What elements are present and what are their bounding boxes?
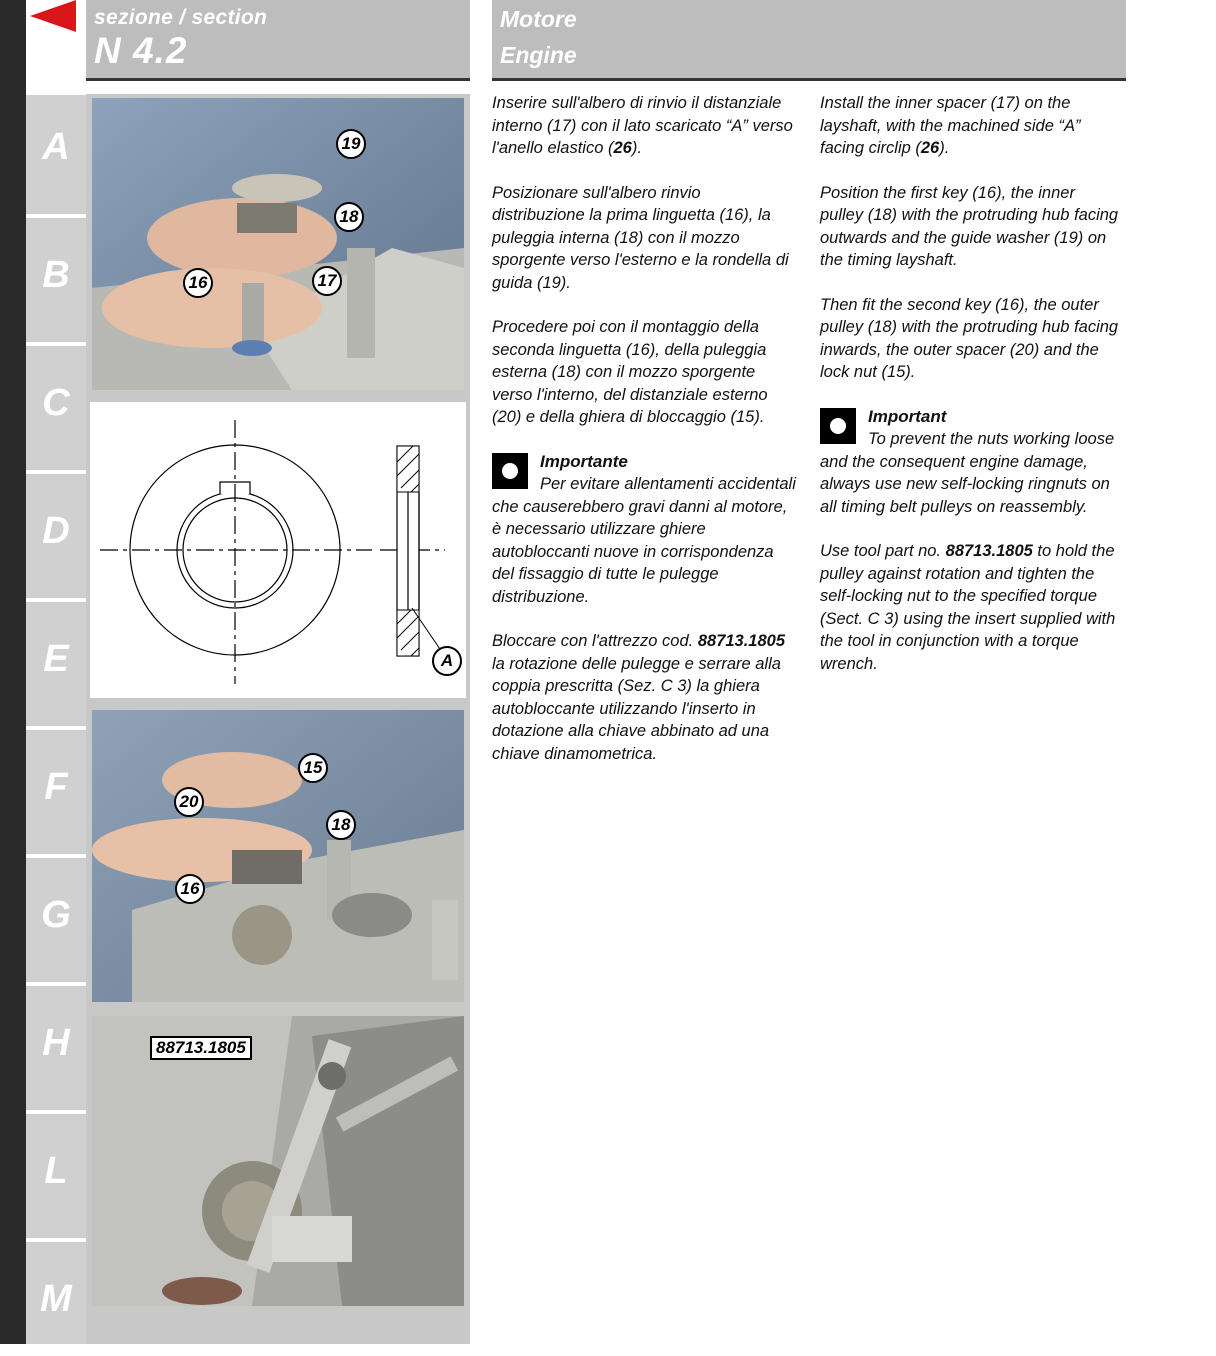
tab-e[interactable]: E <box>26 598 86 716</box>
tab-a[interactable]: A <box>26 86 86 204</box>
english-note-body: To prevent the nuts working loose and the consequent engine damage, always use new self-locking ringnuts on all timing belt pulleys on reassembly. <box>820 430 1115 516</box>
callout-a: A <box>432 646 462 676</box>
chapter-header-rule <box>492 78 1126 81</box>
important-icon <box>820 408 856 444</box>
english-paragraph-4: Use tool part no. 88713.1805 to hold the pulley against rotation and tighten the self-locking nut to the specified torque (Sect. C 3) using the insert supplied with the tool in conjunction with a torque wrench. <box>820 542 1116 673</box>
chapter-header-box <box>492 0 1126 78</box>
footer-bar <box>86 1310 470 1344</box>
chapter-title-italian: Motore <box>500 6 577 32</box>
italian-paragraph-4: Bloccare con l'attrezzo cod. 88713.1805 la rotazione delle pulegge e serrare alla coppia prescritta (Sez. C 3) la ghiera autobloccante utilizzando l'inserto in dotazione alla chiave abbinato ad una chiave dinamometrica. <box>492 632 786 763</box>
photo-outer-pulley-art <box>92 710 464 1002</box>
tab-d[interactable]: D <box>26 470 86 588</box>
photo-pulley-assembly-art <box>92 98 464 390</box>
tab-g[interactable]: G <box>26 854 86 972</box>
italian-paragraph-2: Posizionare sull'albero rinvio distribuzione la prima linguetta (16), la puleggia interna (18) con il mozzo sporgente verso l'esterno e la rondella di guida (19). <box>492 183 789 292</box>
english-paragraph-2: Position the first key (16), the inner pulley (18) with the protruding hub facing outwards and the guide washer (19) on the timing layshaft. <box>820 183 1119 269</box>
callout-16-b: 16 <box>175 874 205 904</box>
english-important-note <box>820 406 1120 519</box>
italian-note-title: Importante <box>540 451 628 471</box>
spacer-diagram-drawing <box>90 402 466 698</box>
page-edge-strip <box>0 0 26 1344</box>
header-rule <box>86 78 470 81</box>
photo-tool-usage-art <box>92 1016 464 1306</box>
italian-note-body: Per evitare allentamenti accidentali che causerebbero gravi danni al motore, è necessario utilizzare ghiere autobloccanti nuove in corrispondenza del fissaggio di tutte le pulegge distribuzione. <box>492 475 796 606</box>
english-paragraph-1: Install the inner spacer (17) on the layshaft, with the machined side “A” facing circlip (26). <box>820 94 1081 157</box>
callout-20: 20 <box>174 787 204 817</box>
callout-18-b: 18 <box>326 810 356 840</box>
section-code: N 4.2 <box>94 30 188 71</box>
tool-part-label: 88713.1805 <box>150 1036 252 1060</box>
tab-f[interactable]: F <box>26 726 86 844</box>
tab-l[interactable]: L <box>26 1110 86 1228</box>
photo-pulley-assembly <box>92 98 464 390</box>
spacer-diagram <box>90 402 466 698</box>
section-label: sezione / section <box>94 6 268 29</box>
italian-paragraph-3: Procedere poi con il montaggio della seconda linguetta (16), della puleggia esterna (18) con il mozzo sporgente verso l'interno, del distanziale esterno (20) e della ghiera di bloccaggio (15). <box>492 318 768 426</box>
italian-important-note <box>492 451 797 609</box>
italian-paragraph-1: Inserire sull'albero di rinvio il distanziale interno (17) con il lato scaricato “A” verso l'anello elastico (26). <box>492 94 793 157</box>
tab-h[interactable]: H <box>26 982 86 1100</box>
italian-column <box>492 92 797 787</box>
important-icon <box>492 453 528 489</box>
tab-c[interactable]: C <box>26 342 86 460</box>
callout-17: 17 <box>312 266 342 296</box>
callout-18: 18 <box>334 202 364 232</box>
tab-b[interactable]: B <box>26 214 86 332</box>
callout-19: 19 <box>336 129 366 159</box>
tab-m[interactable]: M <box>26 1238 86 1356</box>
callout-16: 16 <box>183 268 213 298</box>
callout-15: 15 <box>298 753 328 783</box>
chapter-title-english: Engine <box>500 42 577 68</box>
english-note-title: Important <box>868 406 947 426</box>
back-arrow-icon[interactable] <box>30 0 76 32</box>
photo-outer-pulley <box>92 710 464 1002</box>
english-column <box>820 92 1120 697</box>
english-paragraph-3: Then fit the second key (16), the outer pulley (18) with the protruding hub facing inwards, the outer spacer (20) and the lock nut (15). <box>820 295 1119 381</box>
photo-tool-usage <box>92 1016 464 1306</box>
